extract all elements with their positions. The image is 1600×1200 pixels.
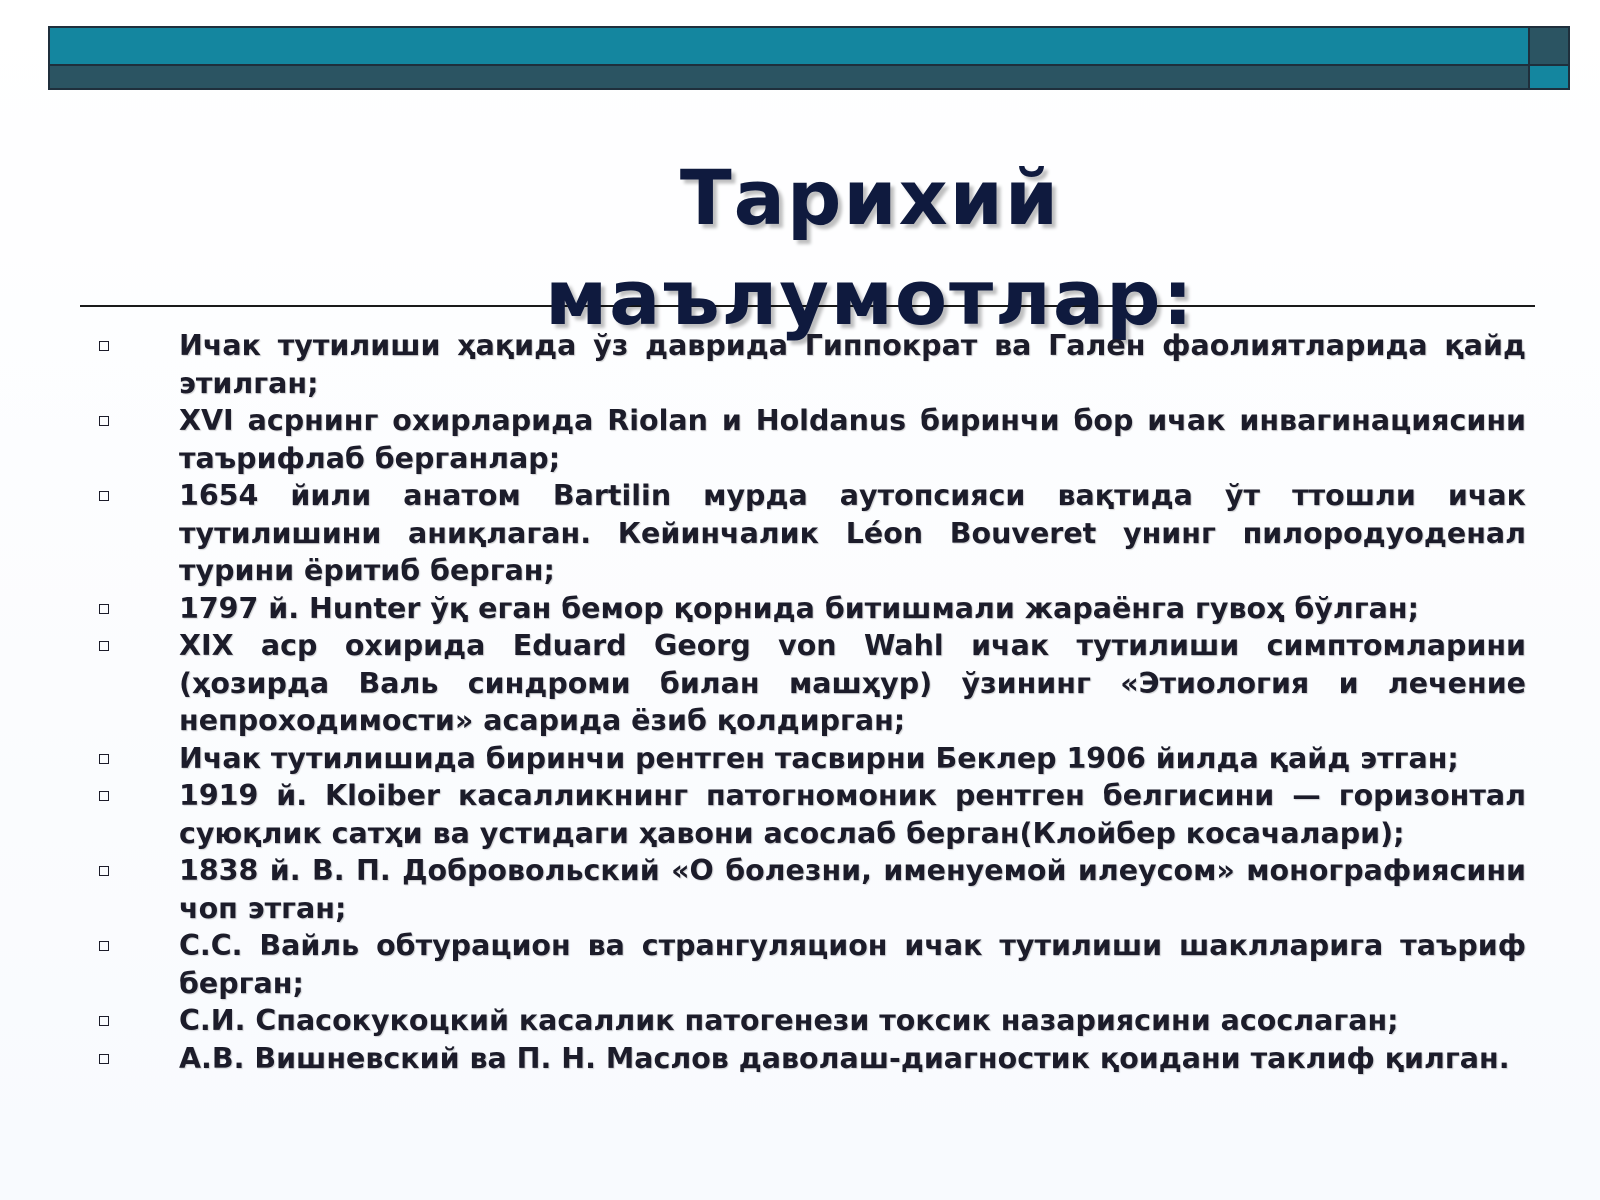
square-bullet-icon: [99, 791, 109, 801]
slide-title-line1: Тарихий: [679, 153, 1061, 242]
list-item: [96, 1002, 1526, 1040]
list-item: [96, 402, 1526, 477]
list-item: [96, 627, 1526, 740]
square-bullet-icon: [99, 416, 109, 426]
list-item-text: Ичак тутилиши ҳақида ўз даврида Гиппократ ва Гален фаолиятларида қайд этилган;: [179, 329, 1526, 400]
list-item-text: А.В. Вишневский ва П. Н. Маслов даволаш-диагностик қоидани таклиф қилган.: [179, 1041, 1510, 1075]
list-item-text: 1654 йили анатом Bartilin мурда аутопсияси вақтида ўт ттошли ичак тутилишини аниқлаган. Кейинчалик Léon Bouveret унинг пилородуоденал турини ёритиб берган;: [179, 479, 1526, 587]
list-item: [96, 477, 1526, 590]
slide-title: [520, 148, 1220, 348]
square-bullet-icon: [99, 941, 109, 951]
slide-title-line2: маълумотлар:: [545, 253, 1195, 342]
list-item: [96, 777, 1526, 852]
square-bullet-icon: [99, 754, 109, 764]
header-corner-block-top: [1530, 28, 1568, 66]
list-item-text: XVI асрнинг охирларида Riolan и Holdanus биринчи бор ичак инвагинациясини таърифлаб берганлар;: [179, 404, 1526, 475]
header-bar-bottom-stripe: [50, 66, 1528, 88]
square-bullet-icon: [99, 341, 109, 351]
list-item-text: 1838 й. В. П. Добровольский «О болезни, именуемой илеусом» монографиясини чоп этган;: [179, 854, 1526, 925]
list-item: [96, 327, 1526, 402]
square-bullet-icon: [99, 641, 109, 651]
header-bar-top-stripe: [50, 28, 1528, 66]
header-corner-block-bottom: [1530, 66, 1568, 88]
list-item-text: С.С. Вайль обтурацион ва странгуляцион ичак тутилиши шаклларига таъриф берган;: [179, 929, 1526, 1000]
square-bullet-icon: [99, 491, 109, 501]
square-bullet-icon: [99, 1016, 109, 1026]
header-decoration-bar: [48, 26, 1570, 90]
square-bullet-icon: [99, 604, 109, 614]
list-item-text: 1797 й. Hunter ўқ еган бемор қорнида битишмали жараёнга гувоҳ бўлган;: [179, 591, 1419, 625]
square-bullet-icon: [99, 1054, 109, 1064]
list-item-text: Ичак тутилишида биринчи рентген тасвирни Беклер 1906 йилда қайд этган;: [179, 741, 1459, 775]
list-item-text: С.И. Спасокукоцкий касаллик патогенези токсик назариясини асослаган;: [179, 1004, 1399, 1037]
list-item: [96, 590, 1526, 628]
list-item: [96, 740, 1526, 778]
list-item-text: XIX аср охирида Eduard Georg von Wahl ичак тутилиши симптомларини (ҳозирда Валь синдроми билан машҳур) ўзининг «Этиология и лечение непроходимости» асарида ёзиб қолдирган;: [179, 629, 1526, 737]
list-item-text: 1919 й. Kloiber касалликнинг патогномоник рентген белгисини — горизонтал суюқлик сатҳи ва устидаги ҳавони асослаб берган(Клойбер косачалари);: [179, 779, 1526, 850]
history-bullet-list: [96, 327, 1526, 1077]
square-bullet-icon: [99, 866, 109, 876]
list-item: [96, 1040, 1526, 1078]
list-item: [96, 852, 1526, 927]
list-item: [96, 927, 1526, 1002]
